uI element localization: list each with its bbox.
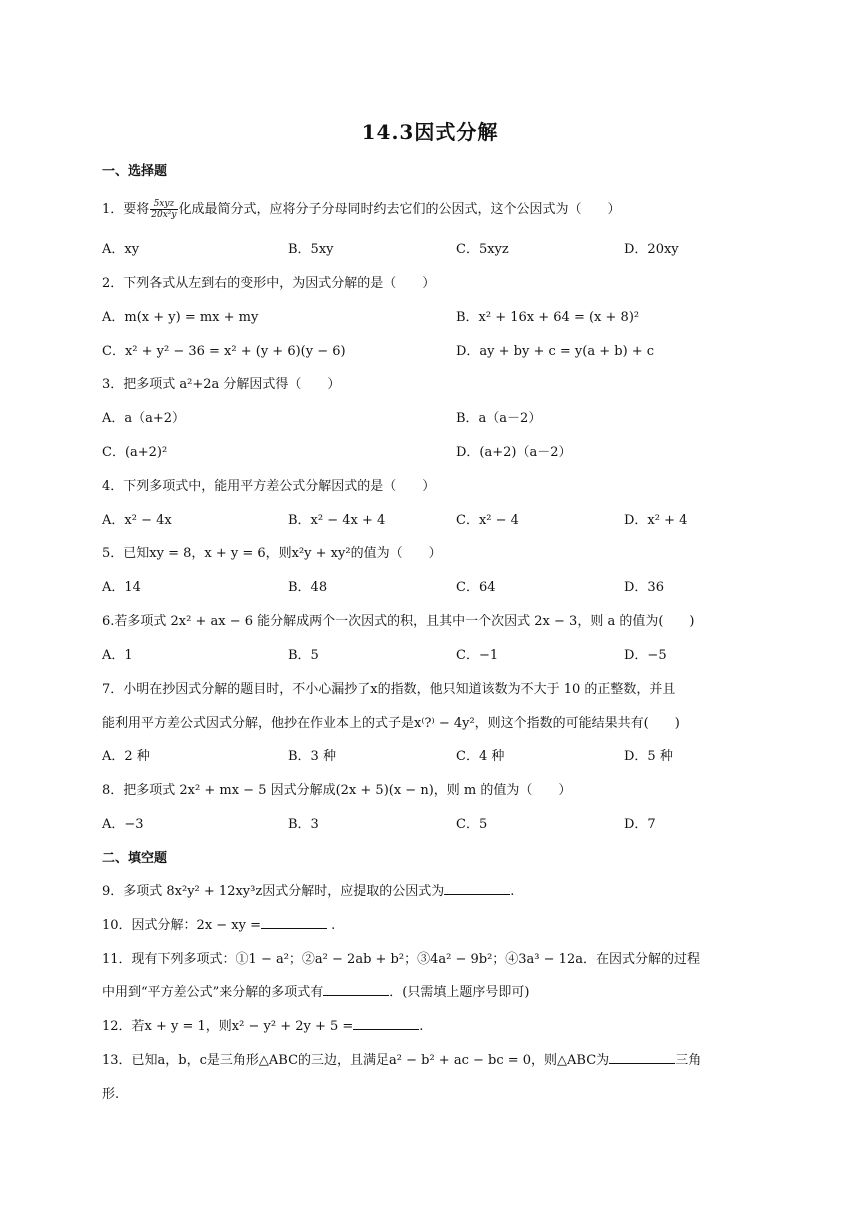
answer-blank[interactable]	[609, 1051, 675, 1064]
q6-option-b: B．5	[288, 648, 319, 663]
question-1-post: 化成最简分式，应将分子分母同时约去它们的公因式，这个公因式为（ ）	[178, 202, 621, 217]
q1-option-d: D．20xy	[624, 242, 679, 257]
fraction-denominator: 20x²y	[151, 210, 177, 220]
q5-option-d: D．36	[624, 580, 664, 595]
fraction	[150, 199, 177, 220]
q7-option-a: A．2 种	[102, 749, 150, 764]
q3-option-c: C．(a+2)²	[102, 445, 168, 460]
question-11-line-2	[102, 981, 529, 1000]
question-8: 8．把多项式 2x² + mx − 5 因式分解成(2x + 5)(x − n)，则 m 的值为（ ）	[102, 783, 572, 798]
section-heading-fill: 二、填空题	[102, 851, 168, 866]
question-6: 6.若多项式 2x² + ax − 6 能分解成两个一次因式的积，且其中一个次因式 2x − 3，则 a 的值为( )	[102, 614, 695, 629]
q3-option-d: D．(a+2)（a－2）	[456, 445, 572, 460]
question-13	[102, 1049, 701, 1068]
answer-blank[interactable]	[323, 983, 389, 996]
answer-blank[interactable]	[353, 1017, 419, 1030]
q4-option-b: B．x² − 4x + 4	[288, 513, 386, 528]
q5-option-b: B．48	[288, 580, 328, 595]
q7-option-d: D．5 种	[624, 749, 673, 764]
question-4: 4．下列多项式中，能用平方差公式分解因式的是（ ）	[102, 479, 436, 494]
q5-option-c: C．64	[456, 580, 496, 595]
q8-option-a: A．−3	[102, 817, 144, 832]
q3-option-a: A．a（a+2）	[102, 411, 186, 426]
q2-option-c: C．x² + y² − 36 = x² + (y + 6)(y − 6)	[102, 344, 346, 359]
section-heading-choice: 一、选择题	[102, 164, 168, 179]
question-10-end: .	[327, 918, 336, 933]
q5-option-a: A．14	[102, 580, 141, 595]
answer-blank[interactable]	[261, 916, 327, 929]
fraction-numerator: 5xyz	[150, 199, 177, 210]
question-9-text: 9．多项式 8x²y² + 12xy³z因式分解时，应提取的公因式为	[102, 884, 445, 899]
question-12	[102, 1015, 423, 1034]
question-11-end: ．(只需填上题序号即可)	[389, 985, 530, 1000]
q1-option-a: A．xy	[102, 242, 140, 257]
q4-option-d: D．x² + 4	[624, 513, 688, 528]
question-1	[102, 198, 621, 220]
question-11-text: 中用到“平方差公式”来分解的多项式有	[102, 985, 324, 1000]
q1-option-c: C．5xyz	[456, 242, 509, 257]
q3-option-b: B．a（a－2）	[456, 411, 542, 426]
question-11-line-1: 11．现有下列多项式：①1 − a²；②a² − 2ab + b²；③4a² − 9b²；④3a³ − 12a．在因式分解的过程	[102, 952, 700, 967]
question-7-line-1: 7．小明在抄因式分解的题目时，不小心漏抄了x的指数，他只知道该数为不大于 10 的正整数，并且	[102, 682, 676, 697]
question-9-end: .	[510, 884, 515, 899]
question-5: 5．已知xy = 8，x + y = 6，则x²y + xy²的值为（ ）	[102, 546, 442, 561]
question-1-pre: 1．要将	[102, 202, 150, 217]
question-7-line-2: 能利用平方差公式因式分解，他抄在作业本上的式子是x⁽?⁾ − 4y²，则这个指数的可能结果共有( )	[102, 716, 680, 731]
question-2: 2．下列各式从左到右的变形中，为因式分解的是（ ）	[102, 276, 436, 291]
question-3: 3．把多项式 a²+2a 分解因式得（ ）	[102, 377, 341, 392]
q4-option-c: C．x² − 4	[456, 513, 519, 528]
q6-option-a: A．1	[102, 648, 133, 663]
question-13-text: 13．已知a，b，c是三角形△ABC的三边，且满足a² − b² + ac − bc = 0，则△ABC为	[102, 1053, 610, 1068]
question-10	[102, 914, 335, 933]
q2-option-b: B．x² + 16x + 64 = (x + 8)²	[456, 310, 640, 325]
q6-option-d: D．−5	[624, 648, 667, 663]
q8-option-b: B．3	[288, 817, 319, 832]
question-12-end: .	[419, 1019, 424, 1034]
question-12-text: 12．若x + y = 1，则x² − y² + 2y + 5 =	[102, 1019, 354, 1034]
q8-option-c: C．5	[456, 817, 488, 832]
question-13-end: 三角	[675, 1053, 702, 1068]
q2-option-d: D．ay + by + c = y(a + b) + c	[456, 344, 655, 359]
answer-blank[interactable]	[444, 882, 510, 895]
question-9	[102, 880, 514, 899]
q1-option-b: B．5xy	[288, 242, 334, 257]
q2-option-a: A．m(x + y) = mx + my	[102, 310, 259, 325]
q7-option-c: C．4 种	[456, 749, 505, 764]
q8-option-d: D．7	[624, 817, 656, 832]
q7-option-b: B．3 种	[288, 749, 336, 764]
question-13-line-2: 形.	[102, 1087, 120, 1102]
q6-option-c: C．−1	[456, 648, 499, 663]
question-10-text: 10．因式分解：2x − xy =	[102, 918, 262, 933]
page-title: 14.3因式分解	[361, 120, 499, 144]
q4-option-a: A．x² − 4x	[102, 513, 172, 528]
